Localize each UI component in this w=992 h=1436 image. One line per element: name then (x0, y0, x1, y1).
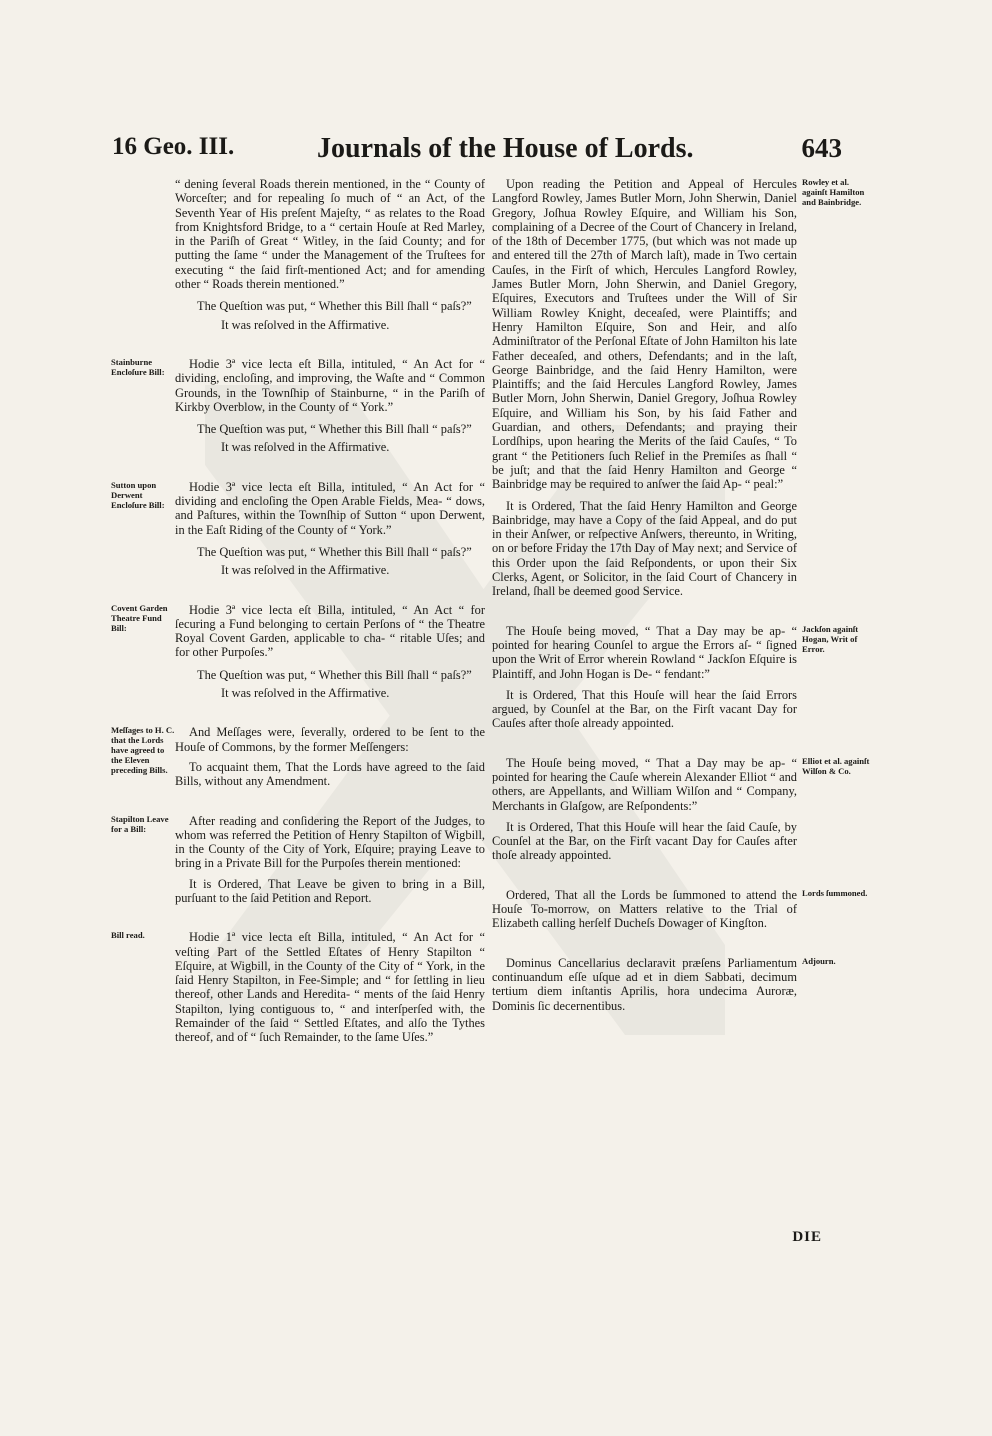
question-put: The Queſtion was put, “ Whether this Bill ſhall “ paſs?” (197, 667, 472, 682)
entry-adjourn (492, 955, 836, 1013)
paragraph: The Houſe being moved, “ That a Day may be ap- “ pointed for hearing the Cauſe wherein Alexander Elliot “ and others, are Appellants, and William Wilſon and “ Company, Merchants in Glaſgow, are Reſpondents:” (492, 755, 797, 813)
margin-note: Stapilton Leave for a Bill: (111, 813, 169, 834)
entry-rowley-appeal (492, 177, 865, 599)
paragraph: Upon reading the Petition and Appeal of Hercules Langford Rowley, James Butler Morn, John Sherwin, Daniel Gregory, Joſhua Rowley Eſquire, and William his Son, complaining of a Decree of the Court of Chancery in Ireland, of the 18th of December 1775, (but which was not made up and entered till the 27th of March laſt), made in Two certain Cauſes, in the Firſt of which, Hercules Langford Rowley, James Butler Morn, John Sherwin, and Daniel Gregory, Eſquires, Executors and Truſtees under the Will of Sir William Rowley Knight, deceaſed, were Plaintiffs; and Henry Hamilton Eſquire, Son and Heir, and alſo Adminiſtrator of the Perſonal Eſtate of John Hamilton his late Father deceaſed, and others, Defendants; and in the laſt, George Bainbridge, and the ſaid Henry Hamilton, were Plaintiffs; and the ſaid Hercules Langford Rowley, James Butler Morn, John Sherwin, Daniel Gregory, Joſhua Rowley Eſquire, and William his Son, by his ſaid Father and Guardian, and others, Defendants; and praying their Lordſhips, upon hearing the Merits of the ſaid Cauſes, “ To grant “ the Petitioners ſuch Relief in the Premiſes as ſhall “ be juſt; and that the ſaid Henry Hamilton and George “ Bainbridge may be required to anſwer the ſaid Ap- “ peal:” (492, 177, 797, 492)
entry-bill-read (111, 930, 485, 1045)
paragraph: It is Ordered, That the ſaid Henry Hamilton and George Bainbridge, may have a Copy of the ſaid Appeal, and do put in their Anſwer, or reſpective Anſwers, thereunto, in Writing, on or before Friday the 17th Day of May next; and Service of this Order upon the ſaid Reſpondents, or upon their Six Clerks, Agent, or Solicitor, in the ſaid Court of Chancery in Ireland, ſhall be deemed good Service. (492, 498, 797, 599)
resolution: It was reſolved in the Affirmative. (221, 317, 390, 332)
resolution: It was reſolved in the Affirmative. (221, 440, 390, 455)
paragraph: Hodie 1ª vice lecta eſt Billa, intituled, “ An Act for “ veſting Part of the Settled Eſtates of Henry Stapilton “ Eſquire, at Wigbill, in the County of the City of “ York, in the ſaid Henry Stapilton, in Fee-Simple; and “ for ſettling in lieu thereof, other Lands and Heredita- “ ments of the ſaid Henry Stapilton, lying contiguous to, “ and interſperſed with, the Remainder of the ſaid “ Settled Eſtates, and alſo the Tythes thereof, and of “ ſuch Remainder, to the ſame Uſes.” (175, 930, 485, 1045)
margin-note: Bill read. (111, 930, 145, 941)
page-header (112, 133, 842, 173)
question-put: The Queſtion was put, “ Whether this Bill ſhall “ paſs?” (197, 544, 472, 559)
paragraph: It is Ordered, That this Houſe will hear the ſaid Cauſe, by Counſel at the Bar, on the Firſt vacant Day for Cauſes after thoſe already appointed. (492, 819, 797, 863)
margin-note: Sutton upon Derwent Encloſure Bill: (111, 479, 165, 510)
question-put: The Queſtion was put, “ Whether this Bill ſhall “ paſs?” (197, 299, 472, 314)
paragraph: It is Ordered, That Leave be given to bring in a Bill, purſuant to the ſaid Petition and Report. (175, 876, 485, 905)
entry-sutton (111, 479, 485, 578)
page-number: 643 (801, 133, 842, 163)
paragraph: Ordered, That all the Lords be ſummoned to attend the Houſe To-morrow, on Matters relative to the Trial of Elizabeth calling herſelf Ducheſs Dowager of Kingſton. (492, 887, 797, 931)
paragraph: Hodie 3ª vice lecta eſt Billa, intituled, “ An Act for “ dividing, encloſing, and improving, the Waſte and “ Common Grounds, in the Townſhip of Stainburne, “ in the Pariſh of Kirkby Overblow, in the County of “ York.” (175, 356, 485, 414)
entry-messages (111, 725, 485, 789)
paragraph: And Meſſages were, ſeverally, ordered to be ſent to the Houſe of Commons, by the former Meſſengers: (175, 725, 485, 754)
margin-note: Elliot et al. againſt Wilſon & Co. (802, 755, 870, 776)
paragraph: Hodie 3ª vice lecta eſt Billa, intituled, “ An Act “ for ſecuring a Fund belonging to certain Perſons of “ the Theatre Royal Covent Garden, applicable to cha- “ ritable Uſes; and for other Purpoſes.” (175, 602, 485, 660)
paragraph: Hodie 3ª vice lecta eſt Billa, intituled, “ An Act for “ dividing and encloſing the Open Arable Fields, Mea- “ dows, and Paſtures, within the Townſhip of Sutton “ upon Derwent, in the Eaſt Riding of the County of “ York.” (175, 479, 485, 537)
entry-road-bill-end (175, 177, 485, 332)
margin-note: Jackſon againſt Hogan, Writ of Error. (802, 623, 859, 654)
margin-note: Adjourn. (802, 955, 836, 966)
catchword: DIE (792, 1229, 822, 1245)
resolution: It was reſolved in the Affirmative. (221, 563, 390, 578)
paragraph: It is Ordered, That this Houſe will hear the ſaid Errors argued, by Counſel at the Bar, on the Firſt vacant Day for Cauſes after thoſe already appointed. (492, 687, 797, 731)
entry-lords-summoned (492, 887, 868, 931)
paragraph: “ dening ſeveral Roads therein mentioned, in the “ County of Worceſter; and for repealing ſo much of “ an Act, of the Seventh Year of His preſent Majeſty, “ as relates to the Road from Knightsford Bridge, to a “ certain Houſe at Red Marley, in the Pariſh of Great “ Witley, in the ſaid County; and for putting the ſame “ under the Management of the Truſtees for executing “ the ſaid firſt-mentioned Act; and for amending other “ Roads therein mentioned.” (175, 177, 485, 292)
margin-note: Meſſages to H. C. that the Lords have agreed to the Eleven preceding Bills. (111, 725, 175, 776)
journal-title: Journals of the House of Lords. (317, 133, 694, 164)
session-heading: 16 Geo. III. (112, 133, 235, 160)
resolution: It was reſolved in the Affirmative. (221, 686, 390, 701)
margin-note: Stainburne Encloſure Bill: (111, 356, 165, 377)
paragraph: After reading and conſidering the Report of the Judges, to whom was referred the Petition of Henry Stapilton of Wigbill, in the County of the City of York, Eſquire; praying Leave to bring in a Private Bill for the Purpoſes therein mentioned: (175, 813, 485, 871)
paragraph: The Houſe being moved, “ That a Day may be ap- “ pointed for hearing Counſel to argue the Errors aſ- “ ſigned upon the Writ of Error wherein Rowland “ Jackſon Eſquire is Plaintiff, and John Hogan is De- “ fendant:” (492, 623, 797, 681)
paragraph: To acquaint them, That the Lords have agreed to the ſaid Bills, without any Amendment. (175, 759, 485, 789)
entry-stainburne (111, 356, 485, 455)
entry-stapilton-leave (111, 813, 485, 906)
question-put: The Queſtion was put, “ Whether this Bill ſhall “ paſs?” (197, 422, 472, 437)
left-column (111, 177, 485, 1054)
margin-note: Covent Garden Theatre Fund Bill: (111, 602, 168, 633)
margin-note: Rowley et al. againſt Hamilton and Bainbridge. (802, 177, 865, 207)
paragraph: Dominus Cancellarius declaravit præſens Parliamentum continuandum eſſe uſque ad et in diem Sabbati, decimum tertium diem inſtantis Aprilis, hora undecima Auroræ, Dominis ſic decernentibus. (492, 955, 797, 1013)
right-column (492, 177, 870, 1022)
entry-elliot-wilson (492, 755, 870, 863)
margin-note: Lords ſummoned. (802, 887, 868, 898)
entry-covent-garden (111, 602, 485, 701)
entry-jackson-hogan (492, 623, 859, 731)
